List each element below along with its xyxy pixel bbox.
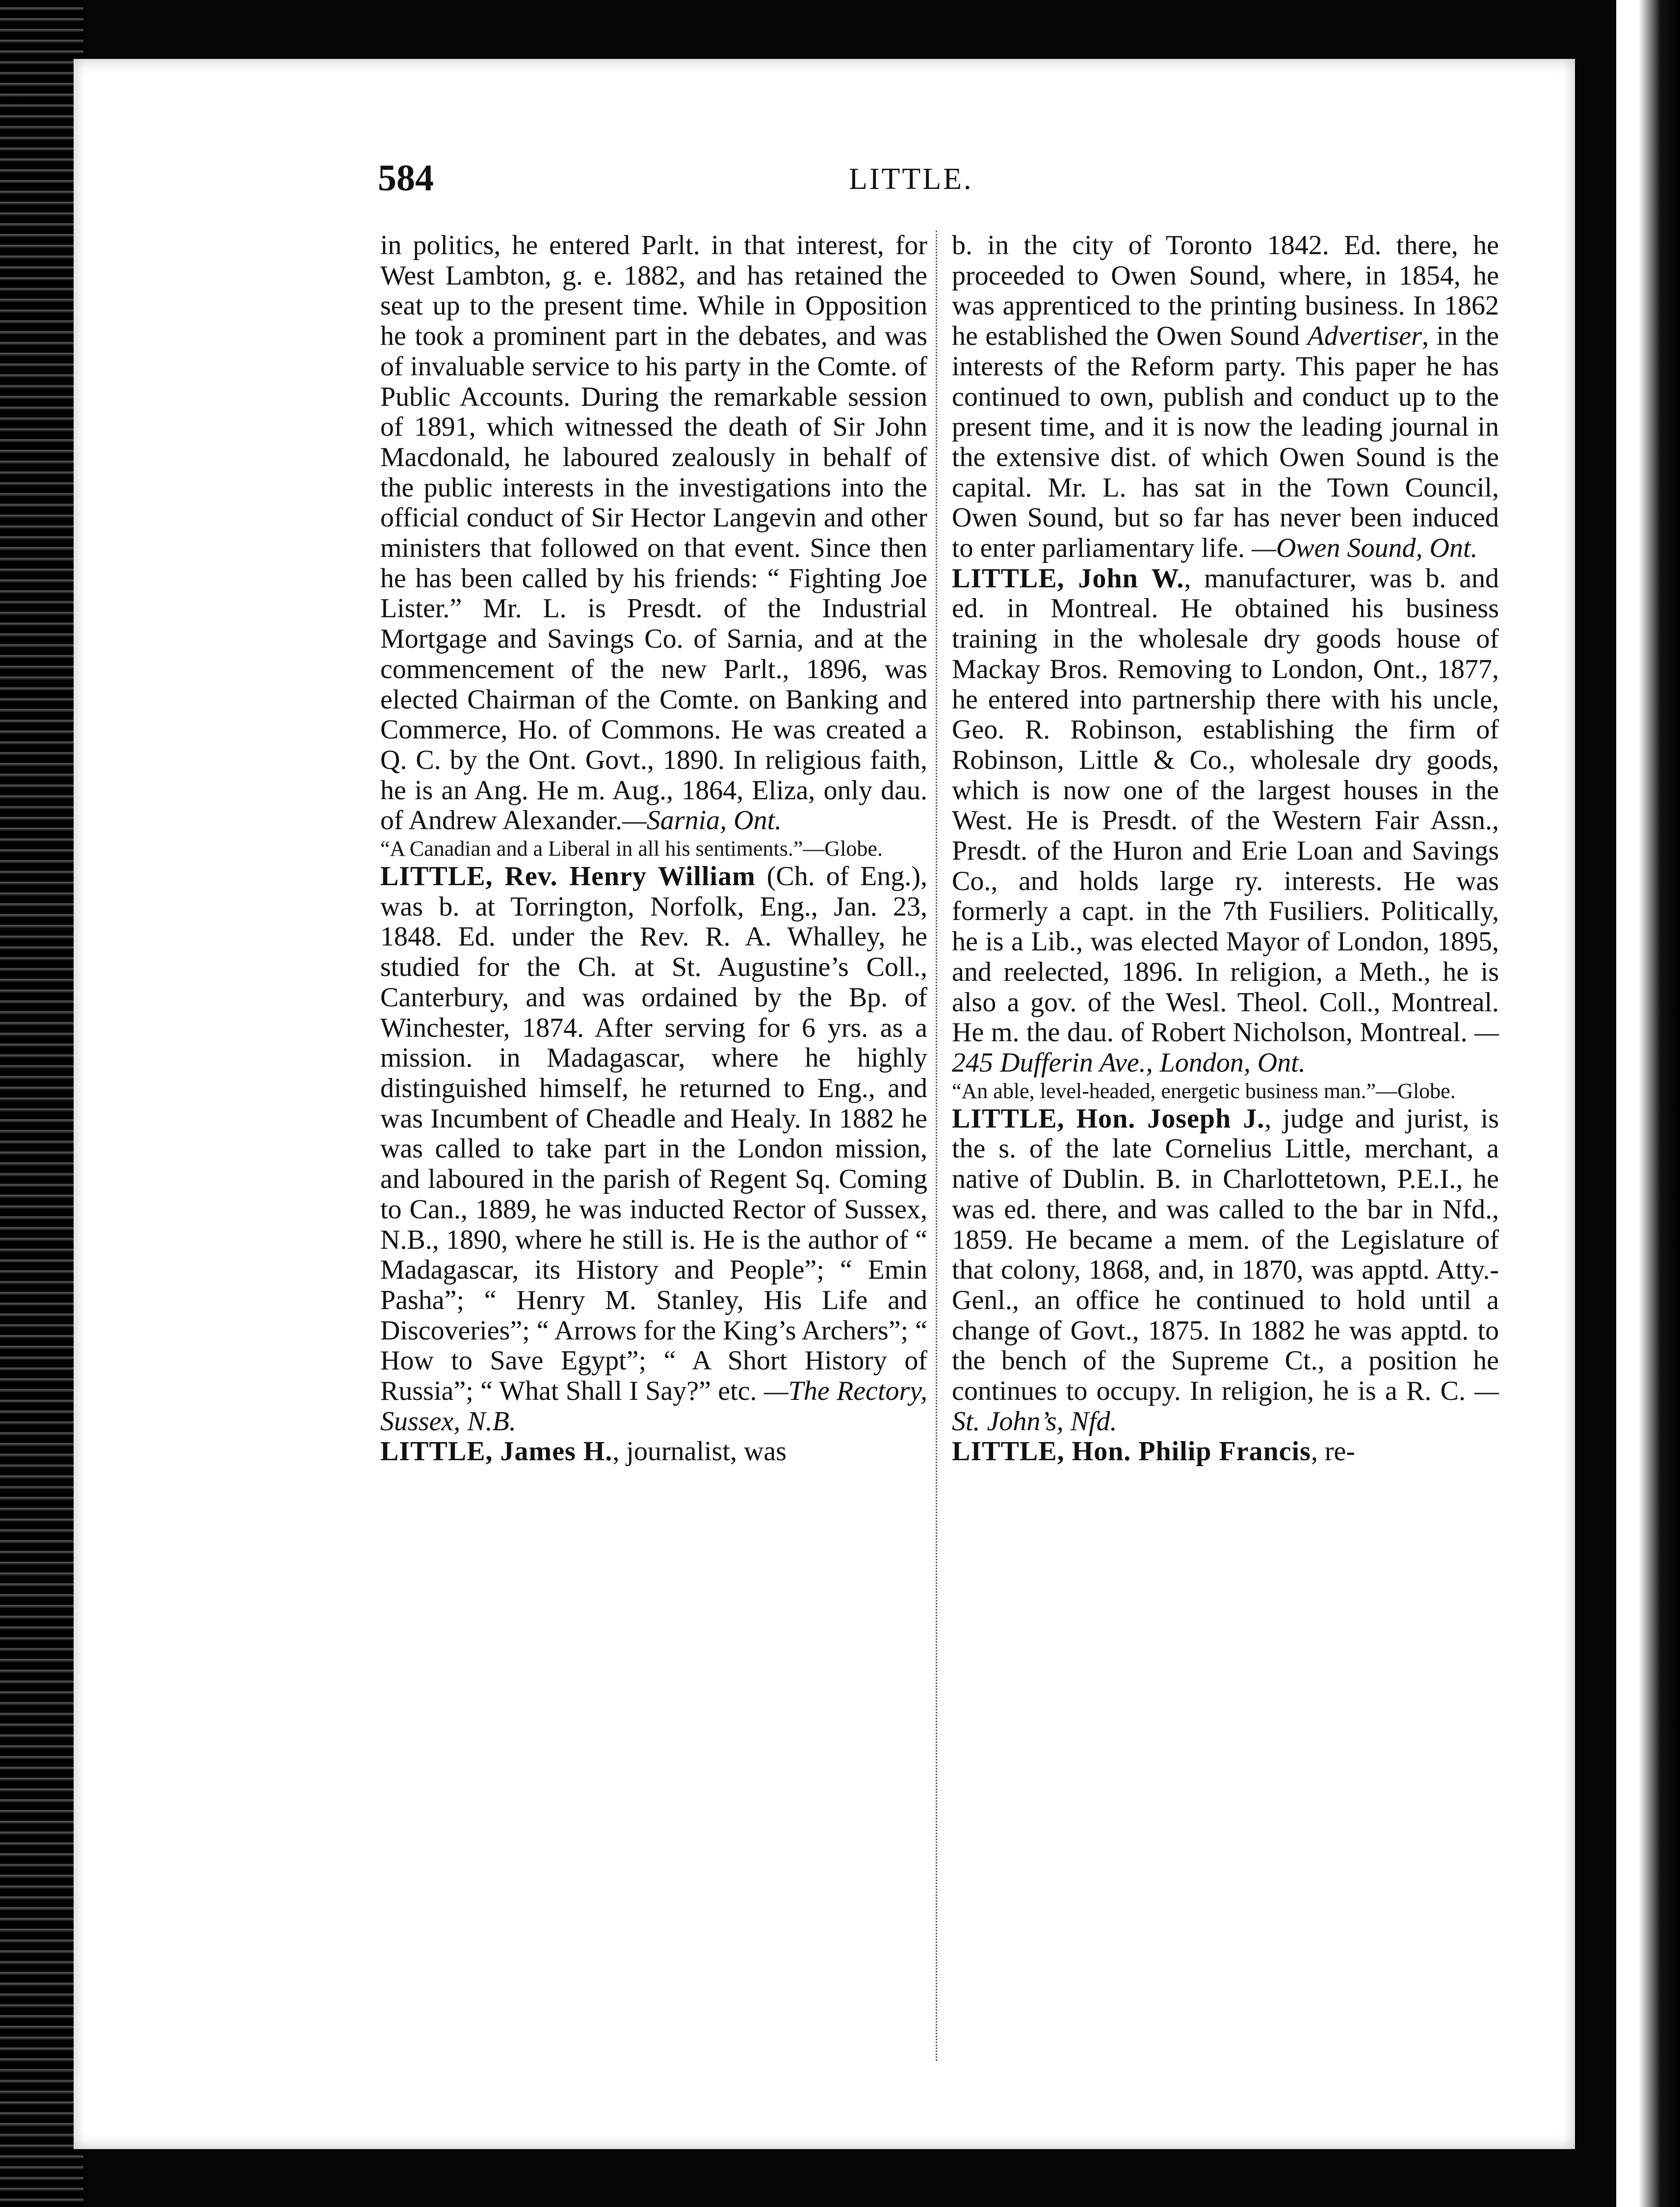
henry-william-entry (380, 862, 927, 1437)
entry-heading: LITTLE, James H. (380, 1436, 613, 1467)
entry-text: (Ch. of Eng.), was b. at Torrington, Norfolk, Eng., Jan. 23, 1848. Ed. under the Rev. R. A. Whalley, he studied for the Ch. at St. Augustine’s Coll., Canterbury, and was ordained by the Bp. of Winchester, 1874. After serving for 6 yrs. as a mission. in Madagascar, where he highly distinguished himself, he returned to Eng., and was Incumbent of Cheadle and Healy. In 1882 he was called to take part in the London mission, and laboured in the parish of Regent Sq. Coming to Can., 1889, he was inducted Rector of Sussex, N.B., 1890, where he still is. He is the author of “ Madagascar, its History and People”; “ Emin Pasha”; “ Henry M. Stanley, His Life and Discoveries”; “ Arrows for the King’s Archers”; “ How to Save Egypt”; “ A Short History of Russia”; “ What Shall I Say?” etc. (380, 861, 928, 1407)
entry-address: —Owen Sound, Ont. (1252, 533, 1478, 564)
james-h-entry (380, 1437, 927, 1467)
entry-text: , manufacturer, was b. and ed. in Montreal. He obtained his business training in the wholesale dry goods house of Mackay Bros. Removing to London, Ont., 1877, he entered into partnership there with his uncle, Geo. R. Robinson, establishing the firm of Robinson, Little & Co., wholesale dry goods, which is now one of the largest houses in the West. He is Presdt. of the Western Fair Assn., Presdt. of the Huron and Erie Loan and Savings Co., and holds large ry. interests. He was formerly a capt. in the 7th Fusiliers. Politically, he is a Lib., was elected Mayor of London, 1895, and reelected, 1896. In religion, a Meth., he is also a gov. of the Wesl. Theol. Coll., Montreal. He m. the dau. of Robert Nicholson, Montreal. (952, 563, 1499, 1048)
press-quote: “A Canadian and a Liberal in all his sentiments.”—Globe. (380, 837, 883, 861)
joseph-j-entry (952, 1104, 1499, 1437)
james-h-entry-continuation (952, 231, 1499, 564)
running-head: LITTLE. (849, 162, 973, 196)
scan-right-edge (1616, 0, 1680, 2207)
entry-heading: LITTLE, John W. (952, 563, 1184, 594)
newspaper-name: Advertiser (1307, 321, 1422, 352)
lister-entry-continuation (380, 231, 927, 862)
page-number: 584 (378, 158, 434, 199)
column-divider (936, 231, 937, 2061)
philip-francis-entry (952, 1437, 1499, 1467)
left-column (380, 231, 927, 2066)
entry-text: , journalist, was (612, 1436, 787, 1467)
john-w-entry (952, 564, 1499, 1104)
entry-address: —St. John’s, Nfd. (952, 1376, 1499, 1437)
entry-text: in politics, he entered Parlt. in that interest, for West Lambton, g. e. 1882, and has retained the seat up to the present time. While in Opposition he took a prominent part in the debates, and was of invaluable service to his party in the Comte. of Public Accounts. During the remarkable session of 1891, which witnessed the death of Sir John Macdonald, he laboured zealously in behalf of the public interests in the investigations into the official conduct of Sir Hector Langevin and other ministers that followed on that event. Since then he has been called by his friends: “ Fighting Joe Lister.” Mr. L. is Presdt. of the Industrial Mortgage and Savings Co. of Sarnia, and at the commencement of the new Parlt., 1896, was elected Chairman of the Comte. on Banking and Commerce, Ho. of Commons. He was created a Q. C. by the Ont. Govt., 1890. In religious faith, he is an Ang. He m. Aug., 1864, Eliza, only dau. of Andrew Alexander. (380, 230, 927, 836)
scan-left-edge (0, 0, 83, 2207)
right-column (952, 231, 1499, 2066)
entry-heading: LITTLE, Hon. Philip Francis (952, 1436, 1311, 1467)
entry-address: —The Rectory, Sussex, N.B. (380, 1376, 928, 1437)
press-quote: “An able, level-headed, energetic business man.”—Globe. (952, 1078, 1456, 1103)
page-header (378, 157, 1501, 211)
entry-text: , in the interests of the Reform party. This paper he has continued to own, publish and conduct up to the present time, and it is now the leading journal in the extensive dist. of which Owen Sound is the capital. Mr. L. has sat in the Town Council, Owen Sound, but so far has never been induced to enter parliamentary life. (952, 321, 1499, 564)
entry-text: b. in the city of Toronto 1842. Ed. there, he proceeded to Owen Sound, where, in 1854, he was apprenticed to the printing business. In 1862 he established the Owen Sound (952, 230, 1499, 352)
entry-text: , judge and jurist, is the s. of the late Cornelius Little, merchant, a native of Dublin. B. in Charlottetown, P.E.I., he was ed. there, and was called to the bar in Nfd., 1859. He became a mem. of the Legislature of that colony, 1868, and, in 1870, was apptd. Atty.-Genl., an office he continued to hold until a change of Govt., 1875. In 1882 he was apptd. to the bench of the Supreme Ct., a position he continues to occupy. In religion, he is a R. C. (952, 1103, 1499, 1407)
entry-text: , re- (1311, 1436, 1355, 1467)
entry-address: —Sarnia, Ont. (622, 805, 782, 836)
entry-heading: LITTLE, Hon. Joseph J. (952, 1103, 1265, 1134)
entry-address: —245 Dufferin Ave., London, Ont. (952, 1017, 1499, 1078)
entry-heading: LITTLE, Rev. Henry William (380, 861, 756, 892)
